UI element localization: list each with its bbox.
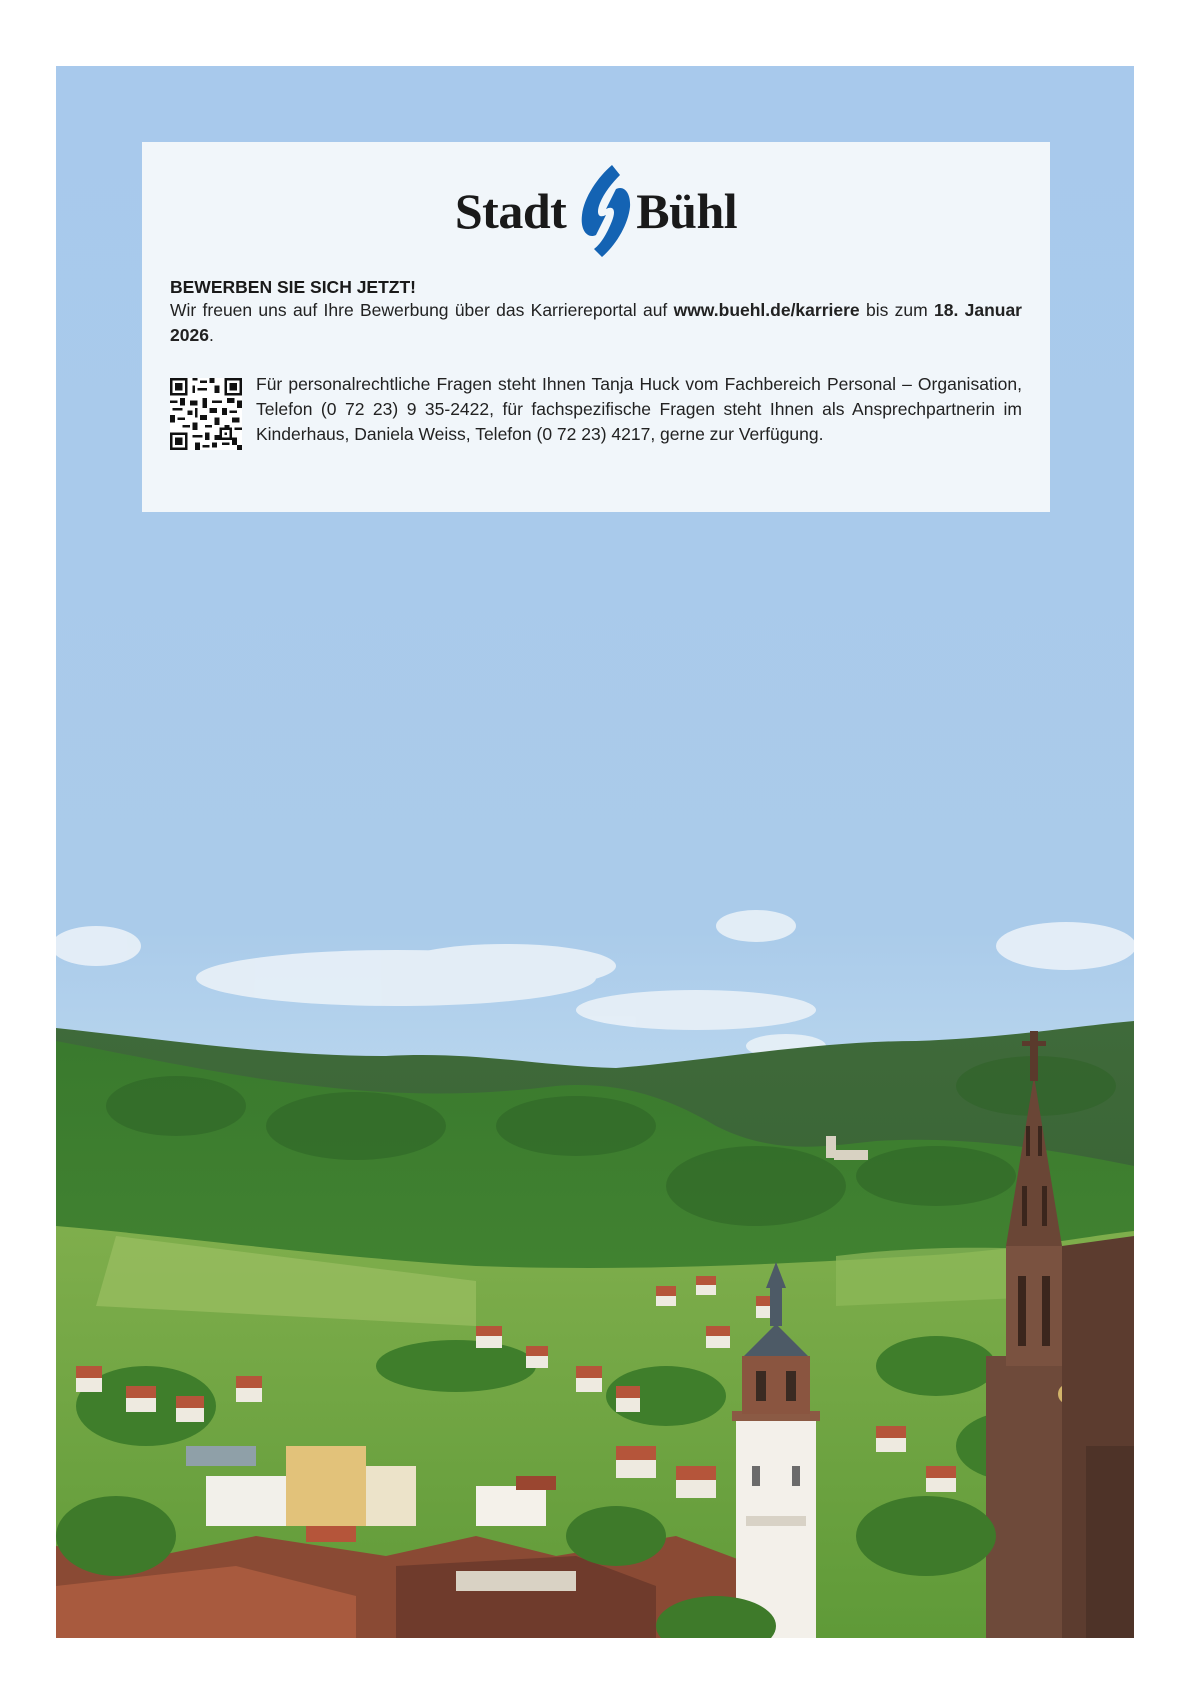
application-deadline: 18. Januar 2026: [170, 300, 1022, 345]
application-text-intro: Wir freuen uns auf Ihre Bewerbung über das Karriereportal auf: [170, 300, 674, 320]
logo-word-right: Bühl: [636, 183, 738, 239]
application-info-box: [142, 142, 1050, 512]
application-text-middle: bis zum: [859, 300, 934, 320]
career-portal-link[interactable]: www.buehl.de/karriere: [673, 300, 860, 320]
qr-code-icon[interactable]: [170, 378, 242, 450]
stadt-buehl-logo: [170, 164, 1022, 258]
contact-text: Für personalrechtliche Fragen steht Ihnen Tanja Huck vom Fachbereich Personal – Organisation, Telefon (0 72 23) 9 35-2422, für fachspezifische Fragen steht Ihnen als Ansprechpartnerin im Kinderhaus, Daniela Weiss, Telefon (0 72 23) 4217, gerne zur Verfügung.: [256, 374, 1022, 444]
logo-word-left: Stadt: [454, 183, 567, 239]
application-headline: BEWERBEN SIE SICH JETZT!: [170, 277, 416, 297]
application-text-end: .: [208, 325, 214, 345]
city-emblem-icon: [576, 163, 632, 259]
contact-section: [170, 372, 1022, 450]
application-text: [170, 298, 1022, 348]
